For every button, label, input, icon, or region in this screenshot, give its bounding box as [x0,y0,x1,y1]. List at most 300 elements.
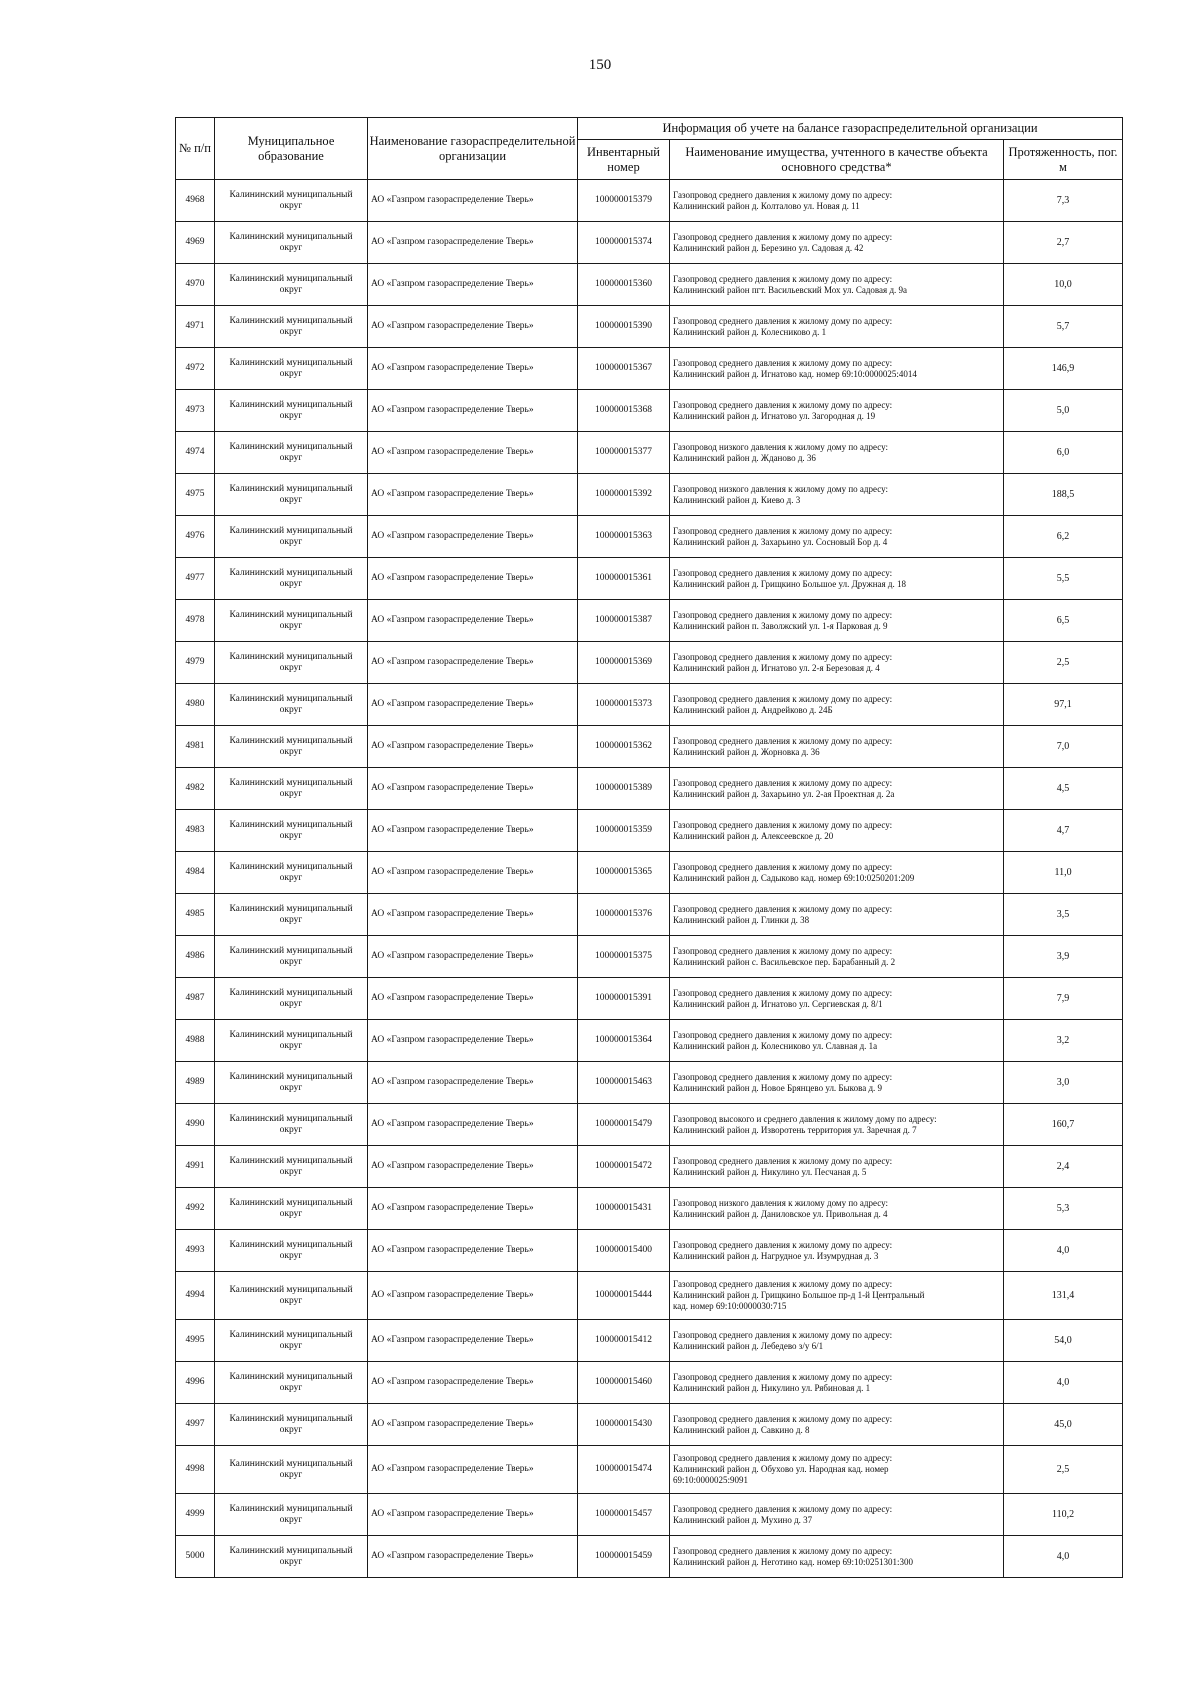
asset-name-line: Газопровод среднего давления к жилому дому по адресу: [673,1371,893,1382]
municipality-line: Калининский муниципальный [229,609,353,620]
table-row [176,852,1123,894]
municipality-cell [215,558,368,600]
asset-name-line: Калининский район д. Алексеевское д. 20 [673,830,834,841]
organization-cell: АО «Газпром газораспределение Тверь» [368,516,578,558]
length-cell: 5,7 [1004,306,1123,348]
row-number-cell: 4993 [176,1230,215,1272]
length-cell: 6,5 [1004,600,1123,642]
municipality-line: округ [279,410,303,421]
row-number-cell: 4973 [176,390,215,432]
asset-name-cell [670,1494,1004,1536]
table-row [176,1062,1123,1104]
asset-name-line: Газопровод среднего давления к жилому дому по адресу: [673,777,893,788]
length-cell: 7,0 [1004,726,1123,768]
asset-name-cell [670,1536,1004,1578]
municipality-cell [215,390,368,432]
municipality-line: Калининский муниципальный [229,1197,353,1208]
asset-name-line: Калининский район д. Игнатово ул. Загородная д. 19 [673,410,876,421]
asset-name-line: Газопровод среднего давления к жилому дому по адресу: [673,231,893,242]
inventory-number-cell: 100000015361 [578,558,670,600]
municipality-line: Калининский муниципальный [229,1155,353,1166]
header-municipality: Муниципальное образование [215,118,368,180]
municipality-line: Калининский муниципальный [229,1545,353,1556]
municipality-cell [215,348,368,390]
organization-cell: АО «Газпром газораспределение Тверь» [368,894,578,936]
length-cell: 2,4 [1004,1146,1123,1188]
header-length: Протяженность, пог. м [1004,140,1123,180]
asset-name-cell [670,1362,1004,1404]
municipality-line: округ [279,242,303,253]
row-number-cell: 4987 [176,978,215,1020]
municipality-line: Калининский муниципальный [229,315,353,326]
asset-name-line: Калининский район д. Игнатово ул. Сергиевская д. 8/1 [673,998,883,1009]
table-header [176,118,1123,180]
asset-name-cell [670,348,1004,390]
table-row [176,1230,1123,1272]
municipality-cell [215,1188,368,1230]
length-cell: 3,2 [1004,1020,1123,1062]
asset-name-line: Газопровод среднего давления к жилому дому по адресу: [673,1453,893,1463]
organization-cell: АО «Газпром газораспределение Тверь» [368,432,578,474]
organization-cell: АО «Газпром газораспределение Тверь» [368,348,578,390]
municipality-line: округ [279,1340,303,1351]
municipality-cell [215,1104,368,1146]
table-row [176,978,1123,1020]
asset-name-line: Газопровод среднего давления к жилому дому по адресу: [673,609,893,620]
municipality-cell [215,264,368,306]
length-cell: 146,9 [1004,348,1123,390]
organization-cell: АО «Газпром газораспределение Тверь» [368,1020,578,1062]
inventory-number-cell: 100000015374 [578,222,670,264]
header-organization: Наименование газораспределительной организации [368,118,578,180]
municipality-cell [215,1494,368,1536]
asset-name-line: Калининский район д. Грищкино Большое пр-д 1-й Центральный [673,1290,925,1300]
row-number-cell: 4976 [176,516,215,558]
table-row [176,1272,1123,1320]
municipality-line: округ [279,746,303,757]
asset-name-line: Газопровод высокого и среднего давления к жилому дому по адресу: [673,1113,937,1124]
municipality-line: округ [279,788,303,799]
inventory-number-cell: 100000015392 [578,474,670,516]
length-cell: 4,0 [1004,1362,1123,1404]
municipality-line: округ [279,1250,303,1261]
asset-name-line: Калининский район д. Садыково кад. номер 69:10:0250201:209 [673,872,915,883]
organization-cell: АО «Газпром газораспределение Тверь» [368,1104,578,1146]
municipality-line: Калининский муниципальный [229,1071,353,1082]
municipality-line: округ [279,452,303,463]
municipality-line: Калининский муниципальный [229,1029,353,1040]
asset-name-line: Калининский район д. Захарьино ул. Сосновый Бор д. 4 [673,536,888,547]
row-number-cell: 4991 [176,1146,215,1188]
asset-name-line: Калининский район д. Савкино д. 8 [673,1424,810,1435]
inventory-number-cell: 100000015364 [578,1020,670,1062]
inventory-number-cell: 100000015430 [578,1404,670,1446]
page-number: 150 [588,57,612,73]
table-row [176,1446,1123,1494]
length-cell: 3,5 [1004,894,1123,936]
municipality-line: Калининский муниципальный [229,1239,353,1250]
municipality-line: округ [279,956,303,967]
municipality-line: округ [279,1166,303,1177]
municipality-cell [215,1146,368,1188]
asset-name-line: Калининский район д. Игнатово ул. 2-я Березовая д. 4 [673,662,880,673]
municipality-line: Калининский муниципальный [229,861,353,872]
asset-name-line: Газопровод среднего давления к жилому дому по адресу: [673,399,893,410]
municipality-line: Калининский муниципальный [229,903,353,914]
asset-name-cell [670,180,1004,222]
municipality-cell [215,978,368,1020]
municipality-cell [215,306,368,348]
asset-name-line: Газопровод среднего давления к жилому дому по адресу: [673,735,893,746]
table-row [176,1104,1123,1146]
asset-name-line: Газопровод среднего давления к жилому дому по адресу: [673,1503,893,1514]
municipality-line: Калининский муниципальный [229,651,353,662]
municipality-line: Калининский муниципальный [229,777,353,788]
municipality-line: Калининский муниципальный [229,1113,353,1124]
inventory-number-cell: 100000015377 [578,432,670,474]
row-number-cell: 4980 [176,684,215,726]
asset-name-line: Калининский район д. Киево д. 3 [673,494,801,505]
inventory-number-cell: 100000015431 [578,1188,670,1230]
length-cell: 2,5 [1004,1446,1123,1494]
municipality-line: округ [279,1514,303,1525]
asset-name-cell [670,1446,1004,1494]
inventory-number-cell: 100000015363 [578,516,670,558]
length-cell: 6,0 [1004,432,1123,474]
municipality-cell [215,1404,368,1446]
inventory-number-cell: 100000015389 [578,768,670,810]
asset-name-cell [670,1104,1004,1146]
inventory-number-cell: 100000015459 [578,1536,670,1578]
row-number-cell: 4970 [176,264,215,306]
municipality-line: округ [279,1208,303,1219]
municipality-cell [215,600,368,642]
table-row [176,516,1123,558]
municipality-line: Калининский муниципальный [229,525,353,536]
table-row [176,684,1123,726]
organization-cell: АО «Газпром газораспределение Тверь» [368,1362,578,1404]
municipality-line: Калининский муниципальный [229,399,353,410]
municipality-line: Калининский муниципальный [229,567,353,578]
inventory-number-cell: 100000015367 [578,348,670,390]
table-row [176,390,1123,432]
asset-name-line: Газопровод низкого давления к жилому дому по адресу: [673,441,888,452]
length-cell: 45,0 [1004,1404,1123,1446]
asset-name-cell [670,1404,1004,1446]
row-number-cell: 4996 [176,1362,215,1404]
organization-cell: АО «Газпром газораспределение Тверь» [368,1446,578,1494]
asset-name-cell [670,1230,1004,1272]
asset-name-line: Калининский район д. Лебедево з/у 6/1 [673,1340,824,1351]
row-number-cell: 4997 [176,1404,215,1446]
length-cell: 7,3 [1004,180,1123,222]
inventory-number-cell: 100000015460 [578,1362,670,1404]
asset-name-line: Калининский район с. Васильевское пер. Барабанный д. 2 [673,956,896,967]
organization-cell: АО «Газпром газораспределение Тверь» [368,768,578,810]
organization-cell: АО «Газпром газораспределение Тверь» [368,1272,578,1320]
asset-name-line: Калининский район д. Никулино ул. Рябиновая д. 1 [673,1382,871,1393]
municipality-cell [215,222,368,264]
municipality-line: округ [279,536,303,547]
table-row [176,642,1123,684]
municipality-line: округ [279,1082,303,1093]
inventory-number-cell: 100000015463 [578,1062,670,1104]
municipality-line: Калининский муниципальный [229,273,353,284]
asset-name-line: Калининский район п. Заволжский ул. 1-я Парковая д. 9 [673,620,888,631]
row-number-cell: 4984 [176,852,215,894]
asset-name-cell [670,1020,1004,1062]
inventory-number-cell: 100000015387 [578,600,670,642]
asset-name-line: Газопровод среднего давления к жилому дому по адресу: [673,819,893,830]
asset-name-line: Калининский район д. Изворотень территория ул. Заречная д. 7 [673,1124,917,1135]
asset-name-line: Газопровод среднего давления к жилому дому по адресу: [673,1155,893,1166]
asset-name-cell [670,684,1004,726]
asset-name-line: Газопровод среднего давления к жилому дому по адресу: [673,1071,893,1082]
table-row [176,726,1123,768]
row-number-cell: 4994 [176,1272,215,1320]
municipality-cell [215,432,368,474]
inventory-number-cell: 100000015362 [578,726,670,768]
header-num: № п/п [176,118,215,180]
asset-name-line: Калининский район д. Неготино кад. номер 69:10:0251301:300 [673,1556,913,1567]
organization-cell: АО «Газпром газораспределение Тверь» [368,1404,578,1446]
asset-name-cell [670,1188,1004,1230]
municipality-line: округ [279,620,303,631]
municipality-line: округ [279,704,303,715]
municipality-line: округ [279,1556,303,1567]
asset-name-line: Газопровод среднего давления к жилому дому по адресу: [673,903,893,914]
inventory-number-cell: 100000015359 [578,810,670,852]
organization-cell: АО «Газпром газораспределение Тверь» [368,1062,578,1104]
municipality-line: Калининский муниципальный [229,1458,353,1469]
asset-name-line: Калининский район д. Новое Брянцево ул. Быкова д. 9 [673,1082,883,1093]
municipality-line: Калининский муниципальный [229,1329,353,1340]
asset-name-line: кад. номер 69:10:0000030:715 [673,1301,787,1311]
asset-name-line: Калининский район д. Березино ул. Садовая д. 42 [673,242,864,253]
inventory-number-cell: 100000015474 [578,1446,670,1494]
length-cell: 188,5 [1004,474,1123,516]
row-number-cell: 4999 [176,1494,215,1536]
municipality-line: округ [279,1295,303,1306]
municipality-line: округ [279,284,303,295]
row-number-cell: 4978 [176,600,215,642]
municipality-line: округ [279,1469,303,1480]
row-number-cell: 4971 [176,306,215,348]
municipality-cell [215,894,368,936]
asset-name-line: Калининский район д. Жданово д. 36 [673,452,816,463]
municipality-cell [215,1446,368,1494]
municipality-line: Калининский муниципальный [229,819,353,830]
table-row [176,1536,1123,1578]
table-row [176,222,1123,264]
asset-name-line: Калининский район д. Никулино ул. Песчаная д. 5 [673,1166,867,1177]
asset-name-line: Калининский район д. Колталово ул. Новая д. 11 [673,200,860,211]
asset-name-line: Калининский район д. Грищкино Большое ул. Дружная д. 18 [673,578,906,589]
municipality-line: Калининский муниципальный [229,1413,353,1424]
asset-name-line: Газопровод среднего давления к жилому дому по адресу: [673,1329,893,1340]
organization-cell: АО «Газпром газораспределение Тверь» [368,558,578,600]
asset-name-cell [670,852,1004,894]
municipality-line: округ [279,1040,303,1051]
organization-cell: АО «Газпром газораспределение Тверь» [368,1146,578,1188]
municipality-cell [215,936,368,978]
length-cell: 2,5 [1004,642,1123,684]
inventory-number-cell: 100000015375 [578,936,670,978]
organization-cell: АО «Газпром газораспределение Тверь» [368,264,578,306]
inventory-number-cell: 100000015444 [578,1272,670,1320]
row-number-cell: 4985 [176,894,215,936]
asset-name-cell [670,810,1004,852]
organization-cell: АО «Газпром газораспределение Тверь» [368,600,578,642]
length-cell: 7,9 [1004,978,1123,1020]
length-cell: 6,2 [1004,516,1123,558]
asset-name-cell [670,516,1004,558]
municipality-cell [215,474,368,516]
row-number-cell: 4979 [176,642,215,684]
municipality-cell [215,1320,368,1362]
asset-name-cell [670,1062,1004,1104]
asset-name-line: Газопровод среднего давления к жилому дому по адресу: [673,1239,893,1250]
organization-cell: АО «Газпром газораспределение Тверь» [368,1494,578,1536]
length-cell: 110,2 [1004,1494,1123,1536]
table-row [176,348,1123,390]
length-cell: 160,7 [1004,1104,1123,1146]
organization-cell: АО «Газпром газораспределение Тверь» [368,390,578,432]
row-number-cell: 4983 [176,810,215,852]
municipality-cell [215,1062,368,1104]
length-cell: 97,1 [1004,684,1123,726]
organization-cell: АО «Газпром газораспределение Тверь» [368,684,578,726]
organization-cell: АО «Газпром газораспределение Тверь» [368,1230,578,1272]
inventory-number-cell: 100000015472 [578,1146,670,1188]
table-row [176,474,1123,516]
length-cell: 3,9 [1004,936,1123,978]
municipality-line: округ [279,662,303,673]
length-cell: 3,0 [1004,1062,1123,1104]
inventory-number-cell: 100000015376 [578,894,670,936]
inventory-number-cell: 100000015479 [578,1104,670,1146]
organization-cell: АО «Газпром газораспределение Тверь» [368,1536,578,1578]
table-row [176,180,1123,222]
municipality-line: Калининский муниципальный [229,441,353,452]
inventory-number-cell: 100000015373 [578,684,670,726]
table-row [176,768,1123,810]
asset-name-line: Газопровод среднего давления к жилому дому по адресу: [673,567,893,578]
municipality-line: округ [279,1382,303,1393]
row-number-cell: 4995 [176,1320,215,1362]
inventory-number-cell: 100000015368 [578,390,670,432]
asset-name-cell [670,1146,1004,1188]
municipality-line: округ [279,872,303,883]
table-row [176,1188,1123,1230]
header-inventory-number: Инвентарный номер [578,140,670,180]
row-number-cell: 4974 [176,432,215,474]
length-cell: 10,0 [1004,264,1123,306]
asset-name-line: Калининский район д. Даниловское ул. Привольная д. 4 [673,1208,888,1219]
asset-name-line: Калининский район д. Жорновка д. 36 [673,746,820,757]
asset-name-line: Газопровод среднего давления к жилому дому по адресу: [673,273,893,284]
row-number-cell: 4968 [176,180,215,222]
municipality-line: Калининский муниципальный [229,945,353,956]
asset-name-line: Калининский район д. Глинки д. 38 [673,914,810,925]
asset-name-line: Газопровод среднего давления к жилому дому по адресу: [673,861,893,872]
inventory-number-cell: 100000015457 [578,1494,670,1536]
organization-cell: АО «Газпром газораспределение Тверь» [368,222,578,264]
asset-name-line: Газопровод среднего давления к жилому дому по адресу: [673,987,893,998]
inventory-number-cell: 100000015379 [578,180,670,222]
length-cell: 5,3 [1004,1188,1123,1230]
organization-cell: АО «Газпром газораспределение Тверь» [368,936,578,978]
table-row [176,600,1123,642]
asset-name-line: Газопровод низкого давления к жилому дому по адресу: [673,483,888,494]
municipality-cell [215,1230,368,1272]
municipality-cell [215,852,368,894]
asset-name-cell [670,474,1004,516]
municipality-cell [215,180,368,222]
inventory-number-cell: 100000015391 [578,978,670,1020]
table-row [176,558,1123,600]
municipality-cell [215,516,368,558]
municipality-line: Калининский муниципальный [229,735,353,746]
organization-cell: АО «Газпром газораспределение Тверь» [368,1320,578,1362]
length-cell: 54,0 [1004,1320,1123,1362]
asset-name-cell [670,894,1004,936]
inventory-number-cell: 100000015369 [578,642,670,684]
asset-name-line: Калининский район д. Обухово ул. Народная кад. номер [673,1464,889,1474]
organization-cell: АО «Газпром газораспределение Тверь» [368,474,578,516]
asset-name-line: Газопровод низкого давления к жилому дому по адресу: [673,1197,888,1208]
table-row [176,1494,1123,1536]
municipality-line: округ [279,494,303,505]
row-number-cell: 4988 [176,1020,215,1062]
asset-name-line: Калининский район д. Игнатово кад. номер 69:10:0000025:4014 [673,368,917,379]
asset-name-cell [670,600,1004,642]
municipality-line: округ [279,326,303,337]
organization-cell: АО «Газпром газораспределение Тверь» [368,1188,578,1230]
table-row [176,810,1123,852]
table-row [176,264,1123,306]
municipality-cell [215,1536,368,1578]
organization-cell: АО «Газпром газораспределение Тверь» [368,180,578,222]
municipality-cell [215,1272,368,1320]
table-row [176,1146,1123,1188]
table-row [176,936,1123,978]
municipality-cell [215,726,368,768]
municipality-line: Калининский муниципальный [229,231,353,242]
asset-name-cell [670,768,1004,810]
length-cell: 4,5 [1004,768,1123,810]
organization-cell: АО «Газпром газораспределение Тверь» [368,306,578,348]
asset-name-line: 69:10:0000025:9091 [673,1475,749,1485]
asset-name-line: Калининский район д. Колесниково ул. Славная д. 1а [673,1040,878,1051]
inventory-number-cell: 100000015400 [578,1230,670,1272]
row-number-cell: 4982 [176,768,215,810]
municipality-line: Калининский муниципальный [229,1284,353,1295]
municipality-line: Калининский муниципальный [229,357,353,368]
municipality-line: Калининский муниципальный [229,693,353,704]
municipality-cell [215,1362,368,1404]
asset-name-line: Калининский район пгт. Васильевский Мох ул. Садовая д. 9а [673,284,908,295]
asset-name-line: Газопровод среднего давления к жилому дому по адресу: [673,1279,893,1289]
municipality-line: округ [279,578,303,589]
asset-name-line: Газопровод среднего давления к жилому дому по адресу: [673,945,893,956]
length-cell: 2,7 [1004,222,1123,264]
registry-table [175,117,1123,1578]
length-cell: 4,7 [1004,810,1123,852]
asset-name-line: Калининский район д. Мухино д. 37 [673,1514,813,1525]
asset-name-cell [670,936,1004,978]
asset-name-line: Газопровод среднего давления к жилому дому по адресу: [673,651,893,662]
